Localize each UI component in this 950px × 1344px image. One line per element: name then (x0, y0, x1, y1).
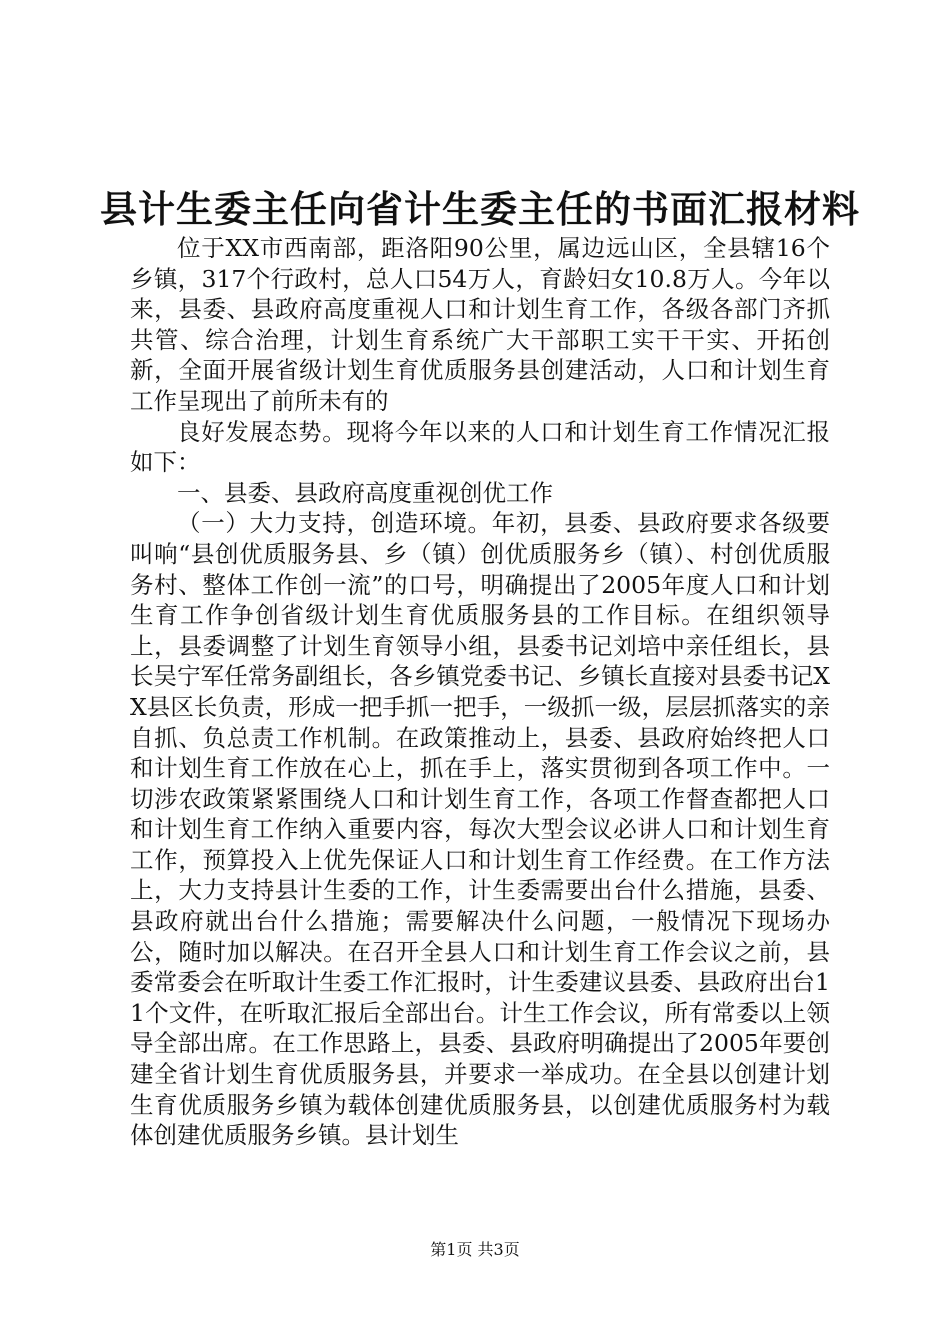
paragraph-overview: 位于XX市西南部，距洛阳90公里，属边远山区，全县辖16个乡镇，317个行政村，总人口54万人，育龄妇女10.8万人。今年以来，县委、县政府高度重视人口和计划生育工作，各级各部门齐抓共管、综合治理，计划生育系统广大干部职工实干干实、开拓创新，全面开展省级计划生育优质服务县创建活动，人口和计划生育工作呈现出了前所未有的 (130, 234, 830, 415)
document-title: 县计生委主任向省计生委主任的书面汇报材料 (100, 187, 860, 231)
page-indicator: 第1页 共3页 (430, 1240, 520, 1259)
paragraph-overview-continued: 良好发展态势。现将今年以来的人口和计划生育工作情况汇报如下： (130, 417, 830, 477)
section-heading: 一、县委、县政府高度重视创优工作 (177, 478, 553, 507)
document-body (130, 233, 830, 1151)
paragraph-support: （一）大力支持，创造环境。年初，县委、县政府要求各级要叫响“县创优质服务县、乡（镇）创优质服务乡（镇）、村创优质服务村、整体工作创一流”的口号，明确提出了2005年度人口和计划生育工作争创省级计划生育优质服务县的工作目标。在组织领导上，县委调整了计划生育领导小组，县委书记刘培中亲任组长，县长吴宁军任常务副组长，各乡镇党委书记、乡镇长直接对县委书记XX县区长负责，形成一把手抓一把手，一级抓一级，层层抓落实的亲自抓、负总责工作机制。在政策推动上，县委、县政府始终把人口和计划生育工作放在心上，抓在手上，落实贯彻到各项工作中。一切涉农政策紧紧围绕人口和计划生育工作，各项工作督查都把人口和计划生育工作纳入重要内容，每次大型会议必讲人口和计划生育工作，预算投入上优先保证人口和计划生育工作经费。在工作方法上，大力支持县计生委的工作，计生委需要出台什么措施，县委、县政府就出台什么措施；需要解决什么问题，一般情况下现场办公，随时加以解决。在召开全县人口和计划生育工作会议之前，县委常委会在听取计生委工作汇报时，计生委建议县委、县政府出台11个文件，在听取汇报后全部出台。计生工作会议，所有常委以上领导全部出席。在工作思路上，县委、县政府明确提出了2005年要创建全省计划生育优质服务县，并要求一举成功。在全县以创建计划生育优质服务乡镇为载体创建优质服务县，以创建优质服务村为载体创建优质服务乡镇。县计划生 (130, 509, 830, 1150)
